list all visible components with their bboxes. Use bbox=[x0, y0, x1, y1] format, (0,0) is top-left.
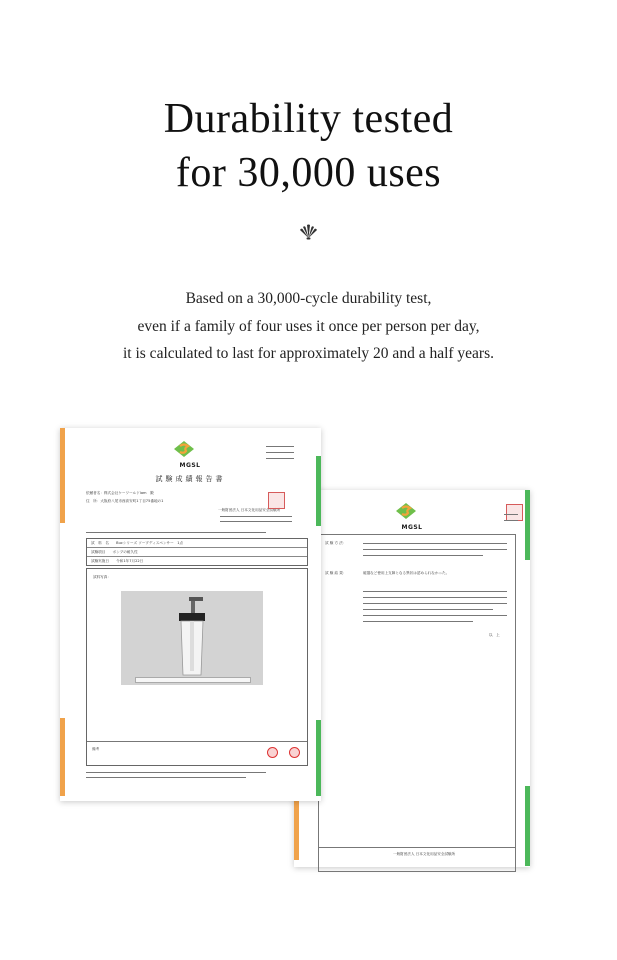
mgsl-logo bbox=[395, 502, 429, 531]
result-label: 試 験 結 果： bbox=[325, 571, 347, 575]
table-row: 試 料 名 Bucシリーズ ソープディスペンサー 1点 bbox=[87, 539, 307, 548]
logo-text: MGSL bbox=[401, 524, 423, 531]
end-mark: 以 上 bbox=[489, 633, 500, 637]
red-circle-stamp bbox=[267, 747, 278, 758]
shell-fan-icon bbox=[298, 224, 319, 240]
client-address: 住 所：大阪府八尾市西高安町1丁目75番地の1 bbox=[86, 499, 164, 503]
client-name: 依頼者名：株式会社ケーワールドlam 殿 bbox=[86, 491, 154, 495]
description-line-2: even if a family of four uses it once per person per day, bbox=[137, 317, 480, 335]
test-report-page-2 bbox=[294, 490, 530, 867]
green-edge-bar-top bbox=[316, 456, 321, 526]
headline-line-2: for 30,000 uses bbox=[175, 150, 442, 196]
sample-info-table bbox=[86, 538, 308, 566]
green-edge-bar-top bbox=[525, 490, 530, 560]
remarks-label: 備考 bbox=[92, 747, 100, 751]
description-line-3: it is calculated to last for approximately 20 and a half years. bbox=[122, 345, 494, 362]
method-label: 試 験 方 法： bbox=[325, 541, 347, 545]
green-edge-bar-bottom bbox=[316, 720, 321, 796]
green-edge-bar-bottom bbox=[525, 786, 530, 866]
orange-edge-bar-bottom bbox=[60, 718, 65, 796]
red-circle-stamp bbox=[289, 747, 300, 758]
table-row: 試験実施日 令和1年7月22日 bbox=[91, 559, 144, 563]
footer-issuer: 一般財団法人 日本文化用品安全試験所 bbox=[393, 852, 456, 856]
report-title: 試験成績報告書 bbox=[155, 475, 226, 483]
ruler bbox=[135, 677, 251, 683]
dispenser-bottle-image bbox=[169, 595, 215, 681]
red-seal-stamp bbox=[506, 504, 523, 521]
mgsl-logo bbox=[173, 440, 207, 469]
test-report-page-1 bbox=[60, 428, 321, 801]
headline-line-1: Durability tested bbox=[163, 96, 454, 142]
mgsl-logo-icon bbox=[173, 440, 195, 458]
sample-photo bbox=[121, 591, 263, 685]
description-paragraph bbox=[0, 285, 617, 368]
red-seal-stamp bbox=[268, 492, 285, 509]
mgsl-logo-icon bbox=[395, 502, 417, 520]
report-frame bbox=[318, 534, 516, 872]
table-row: 試験項目 ポンプの耐久性 bbox=[87, 548, 307, 557]
photo-label: 試料写真： bbox=[93, 575, 111, 579]
issuer-name: 一般財団法人 日本文化用品安全試験所 bbox=[218, 508, 281, 512]
description-line-1: Based on a 30,000-cycle durability test, bbox=[185, 290, 432, 307]
page-headline bbox=[0, 92, 617, 200]
photo-frame bbox=[86, 568, 308, 766]
logo-text: MGSL bbox=[179, 462, 201, 469]
result-text: 破損など使用上支障となる異状は認められなかった。 bbox=[363, 571, 450, 575]
